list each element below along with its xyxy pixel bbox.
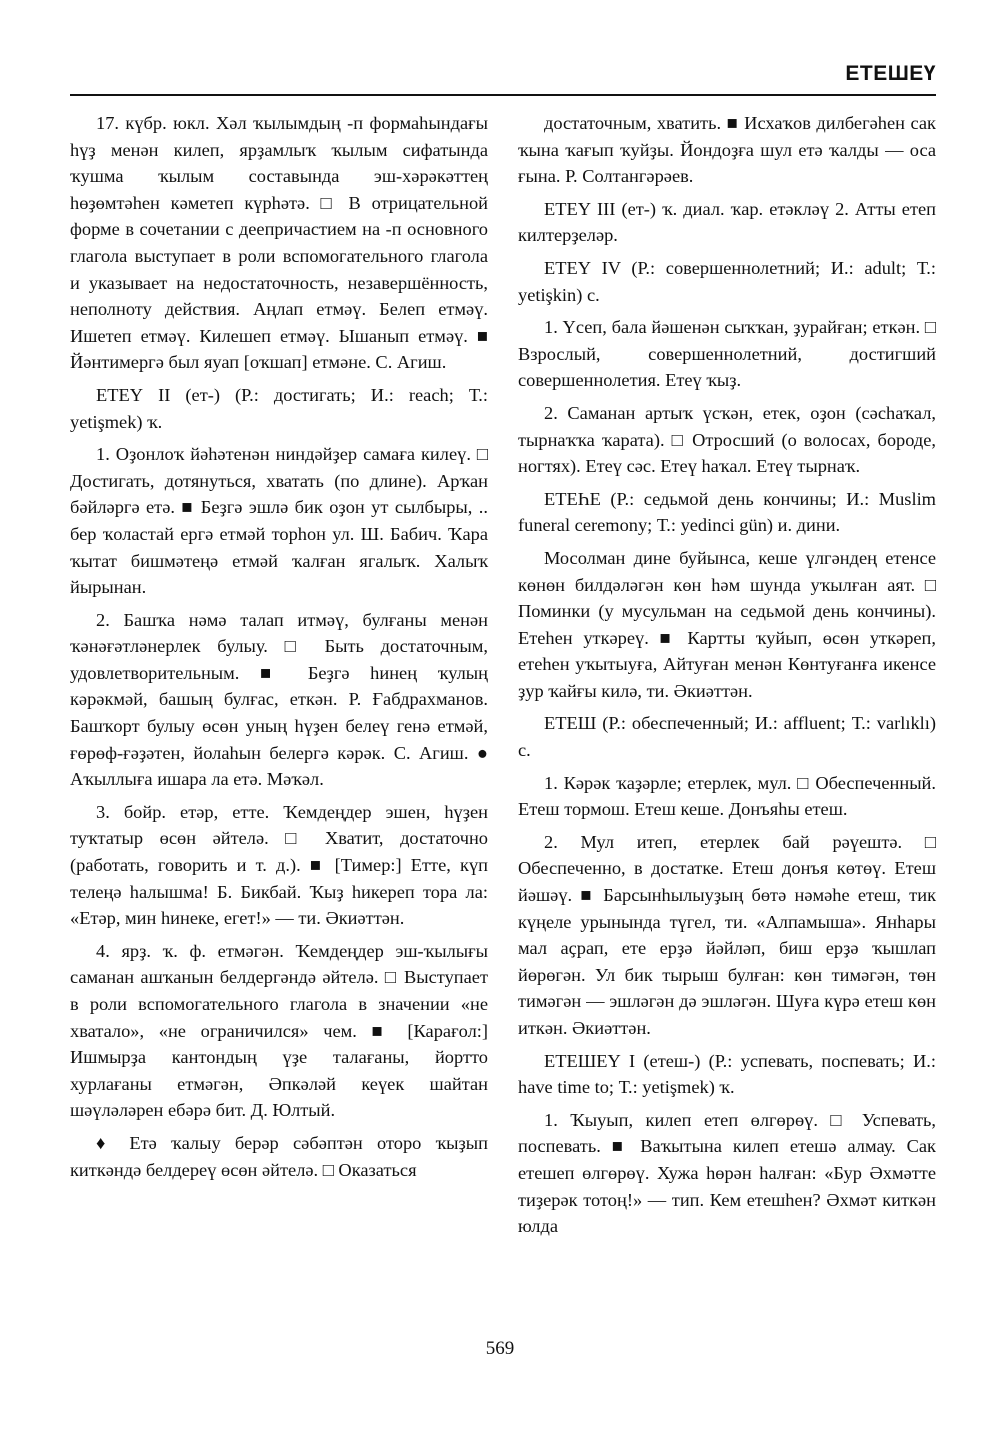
paragraph: ♦ Етә ҡалыу берәр сәбәптән оторо ҡыҙып киткәндә белдереү өсөн әйтелә. □ Оказаться [70,1132,488,1180]
paragraph: Мосолман дине буйынса, кеше үлгәндең етенсе көнөн билдәләгән көн һәм шунда уҡылған аят. □ Поминки (у мусульман на седьмой день кончины). Етеһен уткәреү. ■ Картты ҡуйып, өсөн уткәреп, етеһен уҡытыуға, Айтуған менән Көнтуғанға икенсе ҙур ҡайғы килә, ти. Әкиәттән. [518,547,936,701]
paragraph: ЕТЕҺЕ (Р.: седьмой день кончины; И.: Muslim funeral ceremony; Т.: yedinci gün) и. дини. [518,488,936,536]
paragraph: 2. Башҡа нәмә талап итмәү, булғаны менән ҡәнәғәтләнерлек булыу. □ Быть достаточным, удовлетворительным. ■ Беҙгә һинең ҡулың кәрәкмәй, башың булғас, еткән. Р. Ғабдрахманов. Башҡорт булыу өсөн уның һүҙен белеү генә етмәй, ғөрөф-ғәҙәтен, йолаһын белергә кәрәк. С. Агиш. ● Аҡыллыға ишара ла етә. Мәҡәл. [70,609,488,790]
paragraph: 2. Саманан артыҡ үсҡән, етек, оҙон (сәсһаҡал, тырнаҡҡа ҡарата). □ Отросший (о волосах, бороде, ногтях). Етеү сәс. Етеү һаҡал. Етеү тырнаҡ. [518,402,936,477]
paragraph: ЕТЕШ (Р.: обеспеченный; И.: affluent; Т.: varlıklı) с. [518,713,936,761]
paragraph: ЕТЕҮ III (ет-) ҡ. диал. ҡар. етәкләү 2. Атты етеп килтерҙеләр. [518,198,936,246]
paragraph: достаточным, хватить. ■ Исхаҡов дилбегәһен сак ҡына ҡағып ҡуйҙы. Йондоҙға шул етә ҡалды — оса ғына. Р. Солтангәрәев. [518,113,936,187]
page-header [70,58,936,96]
running-head: ЕТЕШЕҮ [845,62,936,85]
paragraph: ЕТЕШЕҮ I (етеш-) (Р.: успевать, поспевать; И.: have time to; Т.: yetişmek) ҡ. [518,1050,936,1098]
paragraph: ЕТЕҮ II (ет-) (Р.: достигать; И.: reach; Т.: yetişmek) ҡ. [70,384,488,432]
paragraph: 3. бойр. етәр, етте. Ҡемдеңдер эшен, һүҙен туҡтатыр өсөн әйтелә. □ Хватит, достаточно (работать, говорить и т. д.). ■ [Тимер:] Етте, күп телеңә һалышма! Б. Бикбай. Ҡыҙ һикереп тора ла: «Етәр, мин һинеке, егет!» — ти. Әкиәттән. [70,801,488,929]
paragraph: 2. Мул итеп, етерлек бай рәүештә. □ Обеспеченно, в достатке. Етеш донъя көтөү. Етеш йәшәү. ■ Барсынһылыуҙың бөтә нәмәһе етеш, тик күңеле урынында түгел, ти. «Алпамыша». Янһары мал аҫрап, ете ерҙә йәйләп, биш ерҙә ҡышлап йөрөгән. Ул бик тырыш булған: көн тимәгән, төн тимәгән — эшләгән дә эшләгән. Шуға күрә етеш көн иткән. Әкиәттән. [518,831,936,1038]
paragraph: 1. Оҙонлоҡ йәһәтенән ниндәйҙер самаға килеү. □ Достигать, дотянуться, хватать (по длине). Арҡан бәйләргә етә. ■ Беҙгә эшлә бик оҙон ут сылбыры, .. бер ҡоластай ергә етмәй торһон ул. Ш. Бабич. Ҡара ҡытат бишмәтеңә етмәй ҡалған ягалыҡ. Халыҡ йырынан. [70,444,488,598]
right-column [518,110,936,1246]
paragraph: 17. күбр. юкл. Хәл ҡылымдың -п формаһындағы һүҙ менән килеп, ярҙамлыҡ ҡылым сифатында ҡушма ҡылым составында эш-хәрәкәттең һөҙөмтәһен кәметеп күрһәтә. □ В отрицательной форме в сочетании с деепричастием на -п основного глагола выступает в роли вспомогательного глагола и указывает на недостаточность, незавершённость, неполноту действия. Аңлап етмәү. Белеп етмәү. Ишетеп етмәү. Килешеп етмәү. Ышанып етмәү. ■ Йәнтимергә был яуап [оҡшап] етмәне. С. Агиш. [70,113,488,373]
paragraph: 1. Кәрәк ҡаҙәрле; етерлек, мул. □ Обеспеченный. Етеш тормош. Етеш кеше. Донъяһы етеш. [518,772,936,820]
page-number: 569 [485,1338,515,1359]
left-column [70,110,488,1189]
paragraph: ЕТЕҮ IV (Р.: совершеннолетний; И.: adult; Т.: yetişkin) с. [518,257,936,305]
paragraph: 1. Үсеп, бала йәшенән сыҡҡан, ҙурайған; еткән. □ Взрослый, совершеннолетний, достигший совершеннолетия. Етеү ҡыҙ. [518,317,936,391]
paragraph: 4. ярҙ. ҡ. ф. етмәгән. Ҡемдеңдер эш-ҡылығы саманан ашҡанын белдергәндә әйтелә. □ Выступает в роли вспомогательного глагола в значении «не хватало», «не ограничился» чем. ■ [Карағол:] Ишмырҙа кантондың үҙе талағаны, йортто хурлағаны етмәгән, Әпкәләй кеүек шайтан шәүләләрен ебәрә бит. Д. Юлтый. [70,940,488,1121]
paragraph: 1. Ҡыуып, килеп етеп өлгөрөү. □ Успевать, поспевать. ■ Ваҡытына килеп етешә алмау. Сак етешеп өлгөрөү. Хужа һөрән һалған: «Бур Әхмәтте тиҙерәк тотоң!» — тип. Кем етешһен? Әхмәт киткән юлда [518,1109,936,1237]
